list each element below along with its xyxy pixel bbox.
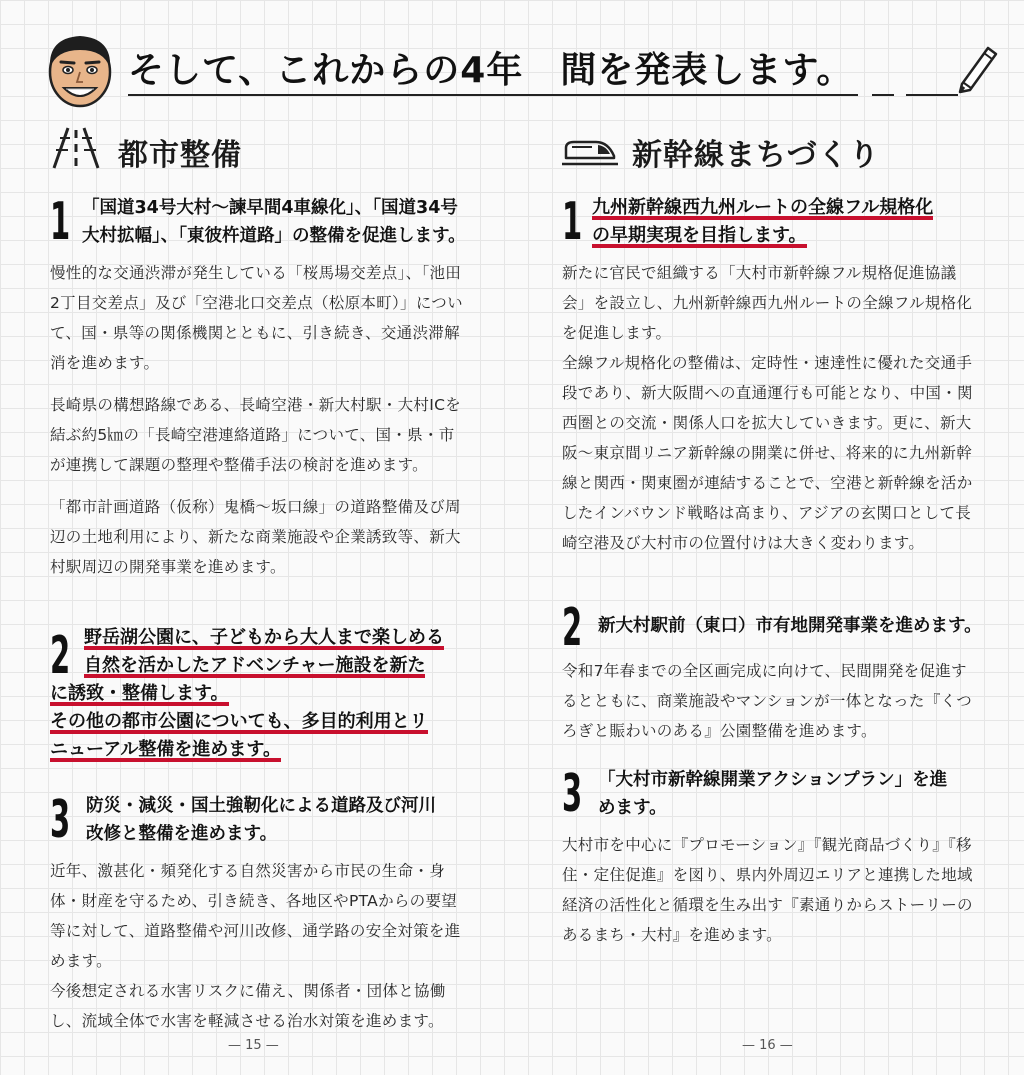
- body-paragraph: 「都市計画道路（仮称）鬼橋～坂口線」の道路整備及び周辺の土地利用により、新たな商業施設や企業誘致等、新大村駅周辺の開発事業を進めます。: [50, 498, 461, 576]
- item-title-line: 改修と整備を進めます。: [86, 824, 278, 844]
- highlighted-title-line: に誘致・整備します。: [50, 683, 229, 704]
- page-number-left: — 15 —: [228, 1038, 279, 1053]
- bullet-train-icon: [562, 134, 618, 168]
- highlighted-title-line: 九州新幹線西九州ルートの全線フル規格化: [592, 197, 934, 218]
- body-paragraph: 慢性的な交通渋滞が発生している「桜馬場交差点」、「池田2丁目交差点」及び「空港北口交差点（松原本町）」について、国・県等の関係機関とともに、引き続き、交通渋滞解消を進めます。: [50, 264, 463, 372]
- right-item-2: [562, 600, 982, 746]
- avatar-face-icon: [44, 28, 116, 112]
- item-title-line: めます。: [598, 798, 667, 818]
- section-title-shinkansen: 新幹線まちづくり: [632, 138, 880, 173]
- item-number: 1: [50, 192, 71, 252]
- body-paragraph: 近年、激甚化・頻発化する自然災害から市民の生命・身体・財産を守るため、引き続き、各地区やPTAからの要望等に対して、道路整備や河川改修、通学路の安全対策を進めます。: [50, 862, 461, 970]
- highlighted-title-line: の早期実現を目指します。: [592, 225, 807, 246]
- highlighted-title-line: 自然を活かしたアドベンチャー施設を新た: [84, 655, 426, 676]
- left-item-3: [50, 792, 470, 1036]
- item-number: 1: [562, 192, 583, 252]
- right-item-1: [562, 194, 982, 558]
- item-title-line: 防災・減災・国土強靭化による道路及び河川: [86, 796, 436, 816]
- highlighted-title-line: 野岳湖公園に、子どもから大人まで楽しめる: [84, 627, 444, 648]
- body-paragraph: 長崎県の構想路線である、長崎空港・新大村駅・大村ICを結ぶ約5㎞の「長崎空港連絡道路」について、国・県・市が連携して課題の整理や整備手法の検討を進めます。: [50, 396, 461, 474]
- highlighted-title-line: ニューアル整備を進めます。: [50, 739, 281, 760]
- item-title-line: 「大村市新幹線開業アクションプラン」を進: [598, 770, 948, 790]
- right-item-3: [562, 766, 982, 950]
- road-icon: [52, 126, 100, 170]
- item-number: 3: [50, 790, 71, 850]
- body-paragraph: 今後想定される水害リスクに備え、関係者・団体と協働し、流域全体で水害を軽減させる治水対策を進めます。: [50, 982, 446, 1030]
- page-title: そして、これからの4年 間を発表します。: [128, 50, 854, 91]
- body-paragraph: 大村市を中心に『プロモーション』『観光商品づくり』『移住・定住促進』を図り、県内外周辺エリアと連携した地域経済の活性化と循環を生み出す『素通りからストーリーのあるまち・大村』を進めます。: [562, 836, 973, 944]
- item-number: 2: [50, 626, 71, 686]
- body-paragraph: 新たに官民で組織する「大村市新幹線フル規格促進協議会」を設立し、九州新幹線西九州ルートの全線フル規格化を促進します。: [562, 264, 973, 342]
- section-title-urban: 都市整備: [118, 138, 242, 173]
- body-paragraph: 令和7年春までの全区画完成に向けて、民間開発を促進するとともに、商業施設やマンションが一体となった『くつろぎと賑わいのある』公園整備を進めます。: [562, 662, 973, 740]
- left-item-2: [50, 624, 480, 764]
- pencil-icon: [952, 40, 1000, 94]
- item-title-line: 「国道34号大村～諫早間4車線化」、「国道34号: [82, 198, 458, 218]
- item-number: 3: [562, 764, 583, 824]
- item-number: 2: [562, 598, 583, 658]
- title-underline: [128, 92, 958, 98]
- item-title: 新大村駅前（東口）市有地開発事業を進めます。: [598, 616, 982, 636]
- body-paragraph: 全線フル規格化の整備は、定時性・速達性に優れた交通手段であり、新大阪間への直通運行も可能となり、中国・関西圏との交流・関係人口を拡大していきます。更に、新大阪～東京間リニア新幹線の開業に併せ、将来的に九州新幹線と関西・関東圏が連結することで、空港と新幹線を活かしたインバウンド戦略は高まり、アジアの玄関口として長崎空港及び大村市の位置付けは大きく変わります。: [562, 354, 973, 552]
- highlighted-title-line: その他の都市公園についても、多目的利用とリ: [50, 711, 428, 732]
- item-title-line: 大村拡幅」、「東彼杵道路」の整備を促進します。: [82, 226, 466, 246]
- page-number-right: — 16 —: [742, 1038, 793, 1053]
- left-item-1: [50, 194, 470, 582]
